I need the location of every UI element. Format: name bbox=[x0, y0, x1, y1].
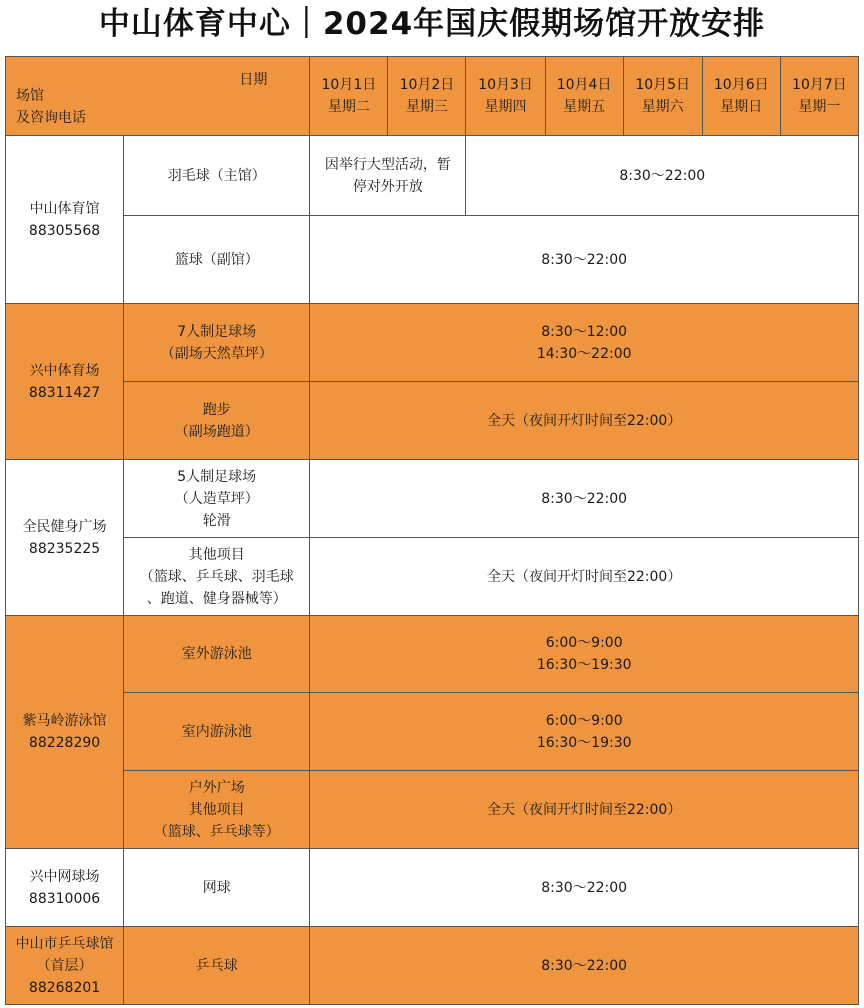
closed-note-cell: 因举行大型活动，暂 停对外开放 bbox=[310, 136, 466, 216]
hours-cell: 8:30～22:00 bbox=[310, 927, 859, 1005]
venue-cell: 中山体育馆 88305568 bbox=[6, 136, 124, 304]
hours-cell: 全天（夜间开灯时间至22:00） bbox=[310, 382, 859, 460]
date-col-oct1: 10月1日 星期二 bbox=[310, 57, 388, 136]
project-cell: 7人制足球场 （副场天然草坪） bbox=[124, 304, 310, 382]
project-cell: 室内游泳池 bbox=[124, 693, 310, 771]
table-row bbox=[6, 216, 859, 304]
table-row bbox=[6, 460, 859, 538]
venue-cell: 紫马岭游泳馆 88228290 bbox=[6, 616, 124, 849]
hours-cell: 8:30～12:00 14:30～22:00 bbox=[310, 304, 859, 382]
header-row bbox=[6, 57, 859, 136]
table-row bbox=[6, 616, 859, 693]
date-col-oct2: 10月2日 星期三 bbox=[388, 57, 466, 136]
date-col-oct4: 10月4日 星期五 bbox=[545, 57, 623, 136]
project-cell: 跑步 （副场跑道） bbox=[124, 382, 310, 460]
venue-cell: 全民健身广场 88235225 bbox=[6, 460, 124, 616]
table-row bbox=[6, 849, 859, 927]
project-cell: 羽毛球（主馆） bbox=[124, 136, 310, 216]
project-cell: 其他项目 （篮球、乒乓球、羽毛球 、跑道、健身器械等） bbox=[124, 538, 310, 616]
venue-cell: 中山市乒乓球馆 （首层） 88268201 bbox=[6, 927, 124, 1005]
table-row bbox=[6, 693, 859, 771]
date-header-label: 日期 bbox=[239, 72, 268, 88]
hours-cell: 6:00～9:00 16:30～19:30 bbox=[310, 693, 859, 771]
table-row bbox=[6, 771, 859, 849]
project-cell: 室外游泳池 bbox=[124, 616, 310, 693]
project-cell: 乒乓球 bbox=[124, 927, 310, 1005]
hours-cell: 全天（夜间开灯时间至22:00） bbox=[310, 538, 859, 616]
hours-cell: 8:30～22:00 bbox=[310, 460, 859, 538]
venue-cell: 兴中网球场 88310006 bbox=[6, 849, 124, 927]
project-cell: 篮球（副馆） bbox=[124, 216, 310, 304]
header-corner-cell bbox=[6, 57, 310, 136]
date-col-oct3: 10月3日 星期四 bbox=[466, 57, 545, 136]
venue-cell: 兴中体育场 88311427 bbox=[6, 304, 124, 460]
hours-cell: 8:30～22:00 bbox=[310, 216, 859, 304]
table-row bbox=[6, 304, 859, 382]
hours-cell: 8:30～22:00 bbox=[466, 136, 859, 216]
project-cell: 网球 bbox=[124, 849, 310, 927]
hours-cell: 全天（夜间开灯时间至22:00） bbox=[310, 771, 859, 849]
venue-header-label: 场馆 及咨询电话 bbox=[16, 88, 86, 126]
date-col-oct7: 10月7日 星期一 bbox=[780, 57, 858, 136]
hours-cell: 8:30～22:00 bbox=[310, 849, 859, 927]
table-row bbox=[6, 538, 859, 616]
project-cell: 5人制足球场 （人造草坪） 轮滑 bbox=[124, 460, 310, 538]
hours-cell: 6:00～9:00 16:30～19:30 bbox=[310, 616, 859, 693]
table-row bbox=[6, 927, 859, 1005]
date-col-oct5: 10月5日 星期六 bbox=[623, 57, 702, 136]
date-col-oct6: 10月6日 星期日 bbox=[702, 57, 780, 136]
table-row bbox=[6, 136, 859, 216]
project-cell: 户外广场 其他项目 （篮球、乒乓球等） bbox=[124, 771, 310, 849]
table-row bbox=[6, 382, 859, 460]
page-title: 中山体育中心｜2024年国庆假期场馆开放安排 bbox=[98, 6, 766, 42]
schedule-table bbox=[5, 56, 859, 1005]
